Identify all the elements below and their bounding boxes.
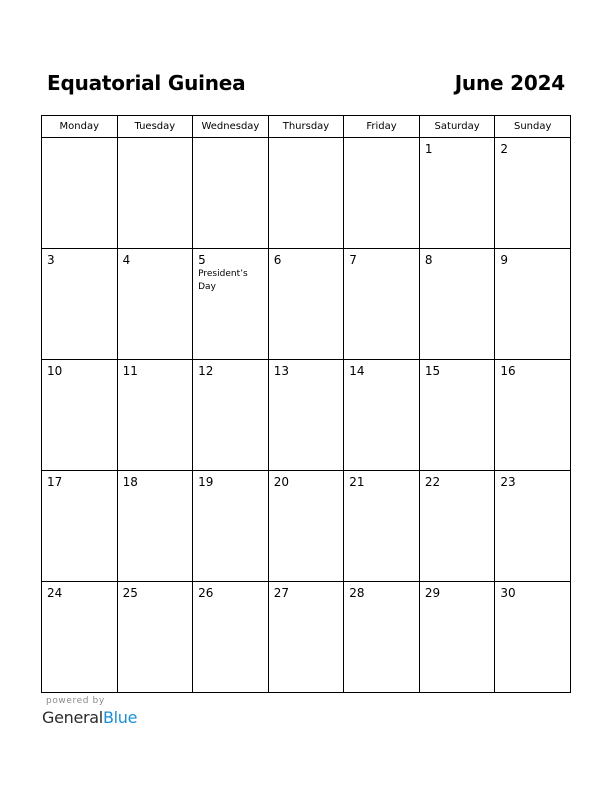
day-number: 1 [424, 142, 433, 156]
generalblue-logo[interactable] [42, 708, 137, 727]
day-cell [117, 249, 193, 360]
day-cell [495, 360, 571, 471]
day-number: 24 [47, 586, 63, 600]
day-cell-content [344, 360, 419, 378]
day-cell-content [420, 360, 495, 378]
weekday-tuesday: Tuesday [117, 116, 193, 138]
week-row [42, 249, 571, 360]
weekday-wednesday: Wednesday [193, 116, 269, 138]
day-number: 13 [273, 364, 289, 378]
weekday-monday: Monday [42, 116, 118, 138]
day-number: 14 [349, 364, 365, 378]
day-number: 5 [198, 253, 206, 267]
day-cell-content [42, 582, 117, 600]
powered-by-label: powered by [46, 696, 105, 706]
day-cell [495, 471, 571, 582]
weekday-header-row [42, 116, 571, 138]
day-cell-content [118, 249, 193, 267]
weekday-sunday: Sunday [495, 116, 571, 138]
day-cell-content [118, 582, 193, 600]
day-cell-content [495, 471, 570, 489]
day-cell-content [344, 138, 419, 142]
day-number: 2 [500, 142, 509, 156]
day-cell [193, 582, 269, 693]
day-cell-content [42, 360, 117, 378]
day-cell-content [420, 582, 495, 600]
day-cell-content [42, 471, 117, 489]
day-number: 7 [349, 253, 357, 267]
day-cell-content [42, 249, 117, 267]
day-cell [344, 582, 420, 693]
day-number: 29 [424, 586, 441, 600]
day-cell [344, 360, 420, 471]
day-cell [344, 471, 420, 582]
weekday-friday: Friday [344, 116, 420, 138]
day-cell-content [269, 249, 344, 267]
day-cell-content [193, 249, 268, 294]
day-cell-content [269, 360, 344, 378]
day-number: 9 [500, 253, 509, 267]
day-number: 15 [424, 364, 441, 378]
holiday-label: President’s Day [198, 269, 248, 292]
calendar-grid [41, 115, 571, 693]
day-cell-content [118, 471, 193, 489]
day-cell-content [269, 582, 344, 600]
day-number: 28 [349, 586, 365, 600]
day-cell [117, 471, 193, 582]
day-cell-content [420, 471, 495, 489]
day-cell-content [344, 582, 419, 600]
day-number: 21 [349, 475, 365, 489]
day-number: 17 [47, 475, 63, 489]
day-cell [344, 138, 420, 249]
day-cell-content [495, 138, 570, 156]
week-row [42, 582, 571, 693]
day-number: 25 [122, 586, 138, 600]
day-number: 23 [500, 475, 516, 489]
day-number: 10 [47, 364, 63, 378]
day-cell [268, 471, 344, 582]
month-year-title: June 2024 [454, 71, 565, 95]
day-cell-content [495, 582, 570, 600]
day-cell-content [193, 582, 268, 600]
day-cell-content [193, 138, 268, 142]
day-cell [419, 471, 495, 582]
week-row [42, 138, 571, 249]
brand-blue-text: Blue [102, 708, 138, 727]
day-cell-content [118, 138, 193, 142]
day-cell-content [42, 138, 117, 142]
day-cell-content [269, 138, 344, 142]
day-number: 30 [500, 586, 516, 600]
week-row [42, 360, 571, 471]
day-cell [42, 582, 118, 693]
day-cell [268, 360, 344, 471]
day-cell [193, 471, 269, 582]
day-cell [268, 582, 344, 693]
day-cell [268, 138, 344, 249]
day-number: 18 [122, 475, 138, 489]
day-cell [419, 249, 495, 360]
day-number: 20 [273, 475, 289, 489]
day-number: 22 [424, 475, 441, 489]
day-number: 3 [47, 253, 55, 267]
day-number: 11 [122, 364, 138, 378]
day-number: 8 [424, 253, 433, 267]
day-cell-content [344, 249, 419, 267]
day-cell [419, 360, 495, 471]
day-cell-content [495, 360, 570, 378]
day-cell [193, 138, 269, 249]
weekday-thursday: Thursday [268, 116, 344, 138]
day-cell [42, 360, 118, 471]
day-number: 26 [198, 586, 214, 600]
day-cell-content [420, 249, 495, 267]
day-number: 27 [273, 586, 289, 600]
day-number: 19 [198, 475, 214, 489]
day-cell [344, 249, 420, 360]
day-cell [495, 138, 571, 249]
day-cell-content [269, 471, 344, 489]
day-cell [117, 138, 193, 249]
day-cell [419, 582, 495, 693]
day-number: 16 [500, 364, 516, 378]
day-number: 12 [198, 364, 214, 378]
day-cell [268, 249, 344, 360]
day-cell [419, 138, 495, 249]
day-cell-content [118, 360, 193, 378]
day-cell [495, 249, 571, 360]
day-cell [42, 138, 118, 249]
day-cell [117, 360, 193, 471]
day-cell [193, 360, 269, 471]
day-cell-content [344, 471, 419, 489]
country-title: Equatorial Guinea [47, 71, 246, 95]
brand-general-text: General [42, 708, 103, 727]
day-cell [495, 582, 571, 693]
day-number: 4 [122, 253, 131, 267]
day-cell [42, 249, 118, 360]
weekday-saturday: Saturday [419, 116, 495, 138]
day-cell-content [193, 360, 268, 378]
day-cell-content [495, 249, 570, 267]
day-cell [117, 582, 193, 693]
week-row [42, 471, 571, 582]
day-cell-content [420, 138, 495, 156]
day-cell [42, 471, 118, 582]
day-number: 6 [273, 253, 282, 267]
day-cell [193, 249, 269, 360]
day-cell-content [193, 471, 268, 489]
